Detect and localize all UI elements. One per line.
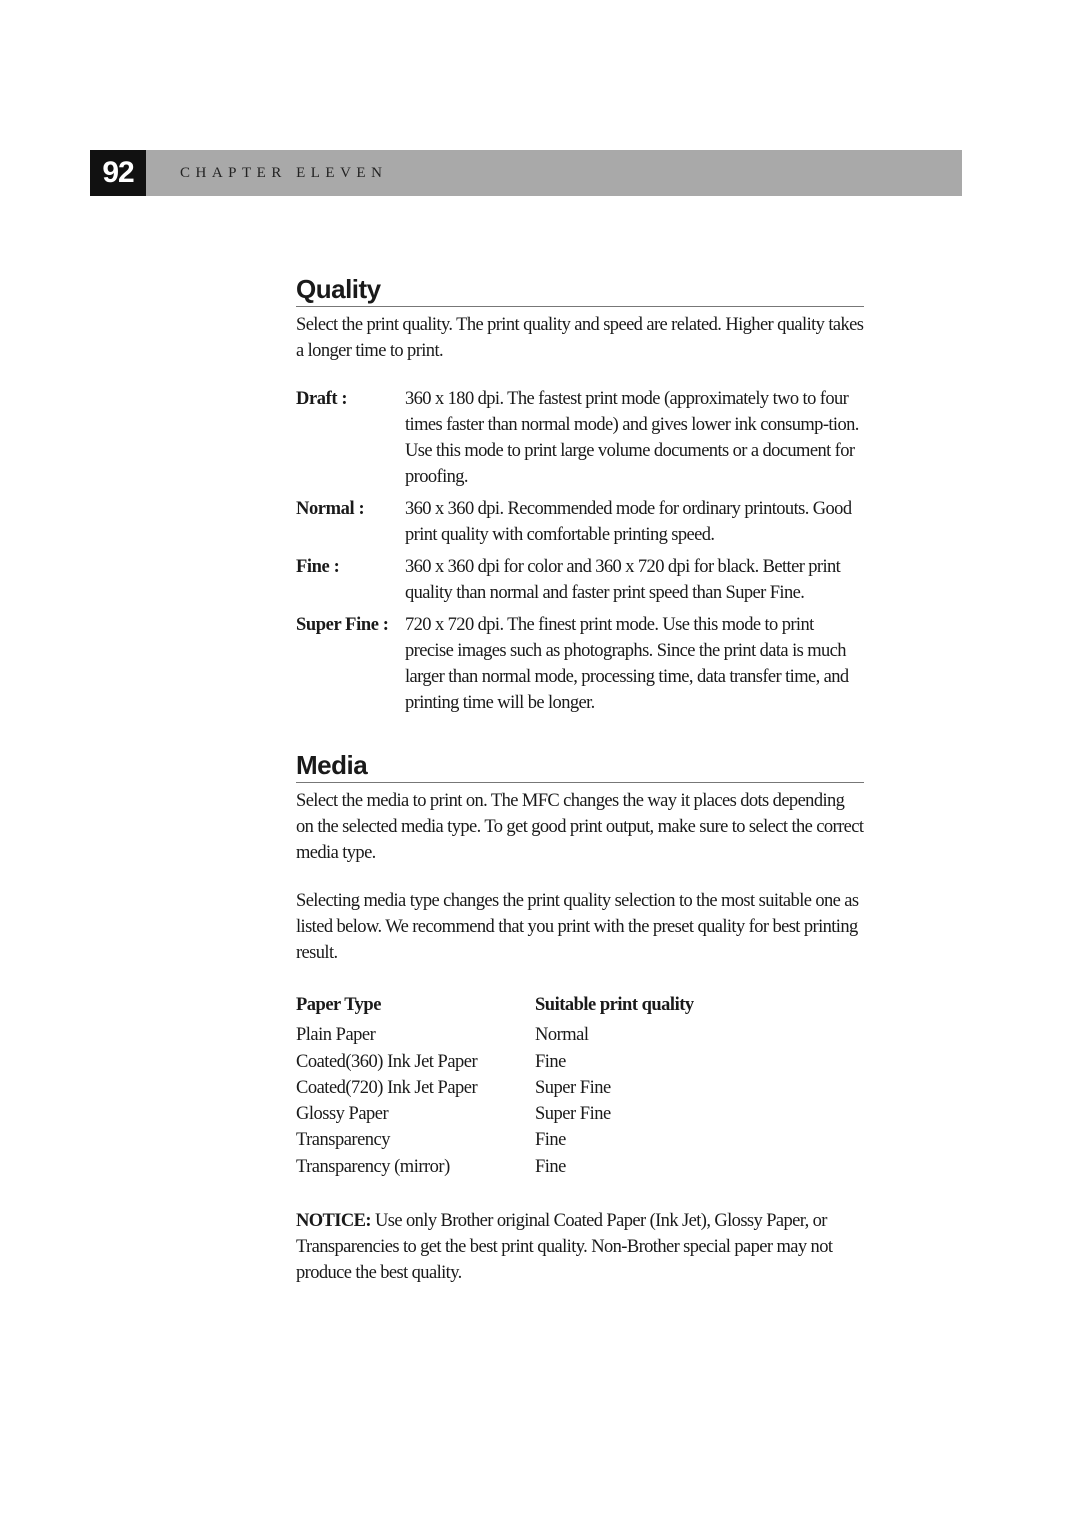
paper-type: Glossy Paper — [296, 1104, 389, 1125]
table-row — [296, 1049, 694, 1075]
media-table — [296, 992, 694, 1180]
chapter-header-bar — [90, 150, 962, 196]
paper-type: Transparency — [296, 1130, 391, 1151]
table-row — [296, 1101, 694, 1127]
table-header — [296, 992, 694, 1022]
quality-modes — [296, 386, 864, 716]
header-paper-type: Paper Type — [296, 995, 381, 1015]
header-quality: Suitable print quality — [535, 995, 694, 1015]
notice — [296, 1208, 864, 1286]
table-row — [296, 1127, 694, 1153]
table-row — [296, 1154, 694, 1180]
paper-type: Transparency (mirror) — [296, 1156, 450, 1177]
mode-draft — [296, 386, 864, 490]
mode-fine — [296, 554, 864, 606]
notice-text: Use only Brother original Coated Paper (Ink Jet), Glossy Paper, or Transparencies to get the best print quality. Non-Brother special paper may not produce the best quality. — [296, 1211, 833, 1284]
paper-type: Coated(720) Ink Jet Paper — [296, 1077, 478, 1098]
media-heading: Media — [296, 750, 864, 783]
table-row — [296, 1022, 694, 1048]
paper-type: Plain Paper — [296, 1025, 376, 1046]
media-quality-note: Selecting media type changes the print quality selection to the most suitable one as listed below. We recommend that you print with the preset quality for best printing result. — [296, 891, 859, 963]
mode-desc: 360 x 360 dpi for color and 360 x 720 dpi for black. Better print quality than normal and faster print speed than Super Fine. — [405, 557, 841, 603]
page-number: 92 — [90, 150, 146, 196]
quality-intro: Select the print quality. The print quality and speed are related. Higher quality takes a longer time to print. — [296, 315, 864, 361]
print-quality: Super Fine — [535, 1104, 611, 1125]
mode-term: Normal : — [296, 499, 365, 519]
mode-desc: 720 x 720 dpi. The finest print mode. Use this mode to print precise images such as photographs. Since the print data is much larger than normal mode, processing time, data transfer time, and printing time will be longer. — [405, 615, 849, 713]
quality-heading: Quality — [296, 274, 864, 307]
mode-desc: 360 x 180 dpi. The fastest print mode (approximately two to four times faster than normal mode) and gives lower ink consump-tion. Use this mode to print large volume documents or a document for proofing. — [405, 389, 859, 487]
print-quality: Super Fine — [535, 1077, 611, 1098]
mode-super-fine — [296, 612, 864, 716]
media-section — [296, 750, 864, 1286]
paper-type: Coated(360) Ink Jet Paper — [296, 1051, 478, 1072]
quality-section — [296, 274, 864, 722]
print-quality: Fine — [535, 1051, 566, 1072]
print-quality: Fine — [535, 1130, 566, 1151]
mode-desc: 360 x 360 dpi. Recommended mode for ordinary printouts. Good print quality with comfortable printing speed. — [405, 499, 852, 545]
table-row — [296, 1075, 694, 1101]
notice-label: NOTICE: — [296, 1211, 371, 1232]
print-quality: Fine — [535, 1156, 566, 1177]
chapter-title: CHAPTER ELEVEN — [180, 165, 388, 181]
mode-term: Fine : — [296, 557, 340, 577]
mode-normal — [296, 496, 864, 548]
media-intro: Select the media to print on. The MFC changes the way it places dots depending on the selected media type. To get good print output, make sure to select the correct media type. — [296, 791, 864, 863]
mode-term: Super Fine : — [296, 615, 389, 635]
print-quality: Normal — [535, 1025, 589, 1046]
mode-term: Draft : — [296, 389, 348, 409]
